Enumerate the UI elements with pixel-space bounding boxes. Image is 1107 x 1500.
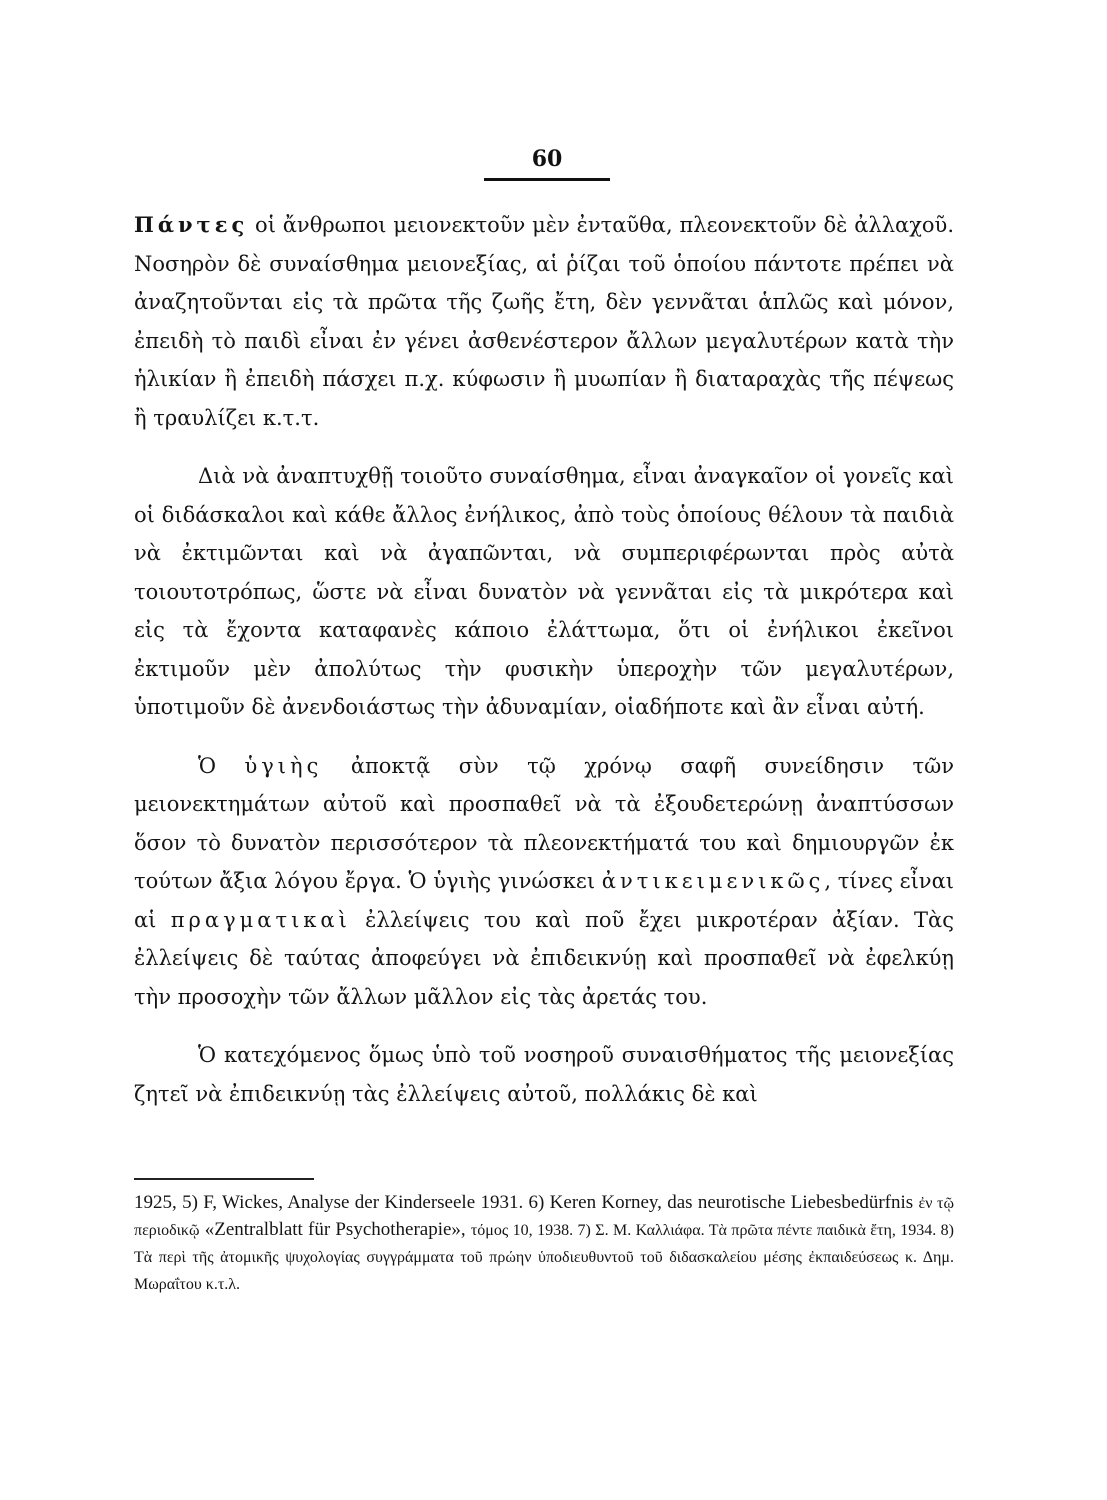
footnote-part-2: ἐν τῷ περιοδικῷ [134, 1195, 955, 1239]
footnote-part-4: τόμος 10, 1938. 7) Σ. Μ. Καλλιάφα. Τὰ πρῶτα πέντε παιδικὰ ἔτη, 1934. 8) Τὰ περὶ τῆς ἀτομικῆς ψυχολογίας συγγράμματα τοῦ πρώην ὑποδιευθυντοῦ τοῦ διδασκαλείου μέσης ἐκπαιδεύσεως κ. Δημ. Μωραΐτου κ.τ.λ. [134, 1222, 955, 1293]
paragraph-3-pre: Ὁ [198, 753, 245, 778]
paragraph-1 [134, 206, 954, 437]
paragraph-3-rest: ἐλλείψεις του καὶ ποῦ ἔχει μικροτέραν ἀξίαν. Τὰς ἐλλείψεις δὲ ταύτας ἀποφεύγει νὰ ἐπιδεικνύῃ καὶ προσπαθεῖ νὰ ἐφελκύῃ τὴν προσοχὴν τῶν ἄλλων μᾶλλον εἰς τὰς ἀρετάς του. [134, 907, 954, 1009]
paragraph-1-lead: Πάντες [134, 212, 249, 237]
footnotes [134, 1190, 954, 1298]
paragraph-3-spaced2: πραγματικαὶ [170, 907, 351, 932]
paragraph-2: Διὰ νὰ ἀναπτυχθῇ τοιοῦτο συναίσθημα, εἶναι ἀναγκαῖον οἱ γονεῖς καὶ οἱ διδάσκαλοι καὶ κάθε ἄλλος ἐνήλικος, ἀπὸ τοὺς ὁποίους θέλουν τὰ παιδιὰ νὰ ἐκτιμῶνται καὶ νὰ ἀγαπῶνται, νὰ συμπεριφέρωνται πρὸς αὐτὰ τοιουτοτρόπως, ὥστε νὰ εἶναι δυνατὸν νὰ γεννᾶται εἰς τὰ μικρότερα καὶ εἰς τὰ ἔχοντα καταφανὲς κάποιο ἐλάττωμα, ὅτι οἱ ἐνήλικοι ἐκεῖνοι ἐκτιμοῦν μὲν ἀπολύτως τὴν φυσικὴν ὑπεροχὴν τῶν μεγαλυτέρων, ὑποτιμοῦν δὲ ἀνενδοιάστως τὴν ἀδυναμίαν, οἱαδήποτε καὶ ἂν εἶναι αὐτή. [134, 464, 954, 719]
page-number-rule [484, 178, 610, 181]
paragraph-3-spaced1: ἀντικειμενικῶς [601, 869, 825, 893]
body-text [134, 206, 954, 1133]
page-number: 60 [531, 146, 563, 172]
footnote-rule [134, 1178, 314, 1180]
paragraph-3 [134, 747, 954, 1017]
paragraph-3-lead: ὑγιὴς [244, 753, 323, 778]
footnote-part-1: 1925, 5) F, Wickes, Analyse der Kinderseele 1931. 6) Keren Korney, das neurotische Liebesbedürfnis [134, 1192, 919, 1213]
paragraph-1-rest: οἱ ἄνθρωποι μειονεκτοῦν μὲν ἐνταῦθα, πλεονεκτοῦν δὲ ἀλλαχοῦ. Νοσηρὸν δὲ συναίσθημα μειονεξίας, αἱ ῥίζαι τοῦ ὁποίου πάντοτε πρέπει νὰ ἀναζητοῦνται εἰς τὰ πρῶτα τῆς ζωῆς ἔτη, δὲν γεννᾶται ἁπλῶς καὶ μόνον, ἐπειδὴ τὸ παιδὶ εἶναι ἐν γένει ἀσθενέστερον ἄλλων μεγαλυτέρων κατὰ τὴν ἡλικίαν ἢ ἐπειδὴ πάσχει π.χ. κύφωσιν ἢ μυωπίαν ἢ διαταραχὰς τῆς πέψεως ἢ τραυλίζει κ.τ.τ. [134, 213, 954, 430]
paragraph-4: Ὁ κατεχόμενος ὅμως ὑπὸ τοῦ νοσηροῦ συναισθήματος τῆς μειονεξίας ζητεῖ νὰ ἐπιδεικνύῃ τὰς ἐλλείψεις αὐτοῦ, πολλάκις δὲ καὶ [134, 1043, 954, 1106]
paragraph-3-mid1: ἀποκτᾷ σὺν τῷ χρόνῳ σαφῆ συνείδησιν τῶν μειονεκτημάτων αὐτοῦ καὶ προσπαθεῖ νὰ τὰ ἐξουδετερώνῃ ἀναπτύσσων ὅσον τὸ δυνατὸν περισσότερον τὰ πλεονεκτήματά του καὶ δημιουργῶν ἐκ τούτων ἄξια λόγου ἔργα. Ὁ ὑγιὴς γινώσκει [134, 753, 954, 893]
footnote-part-3: «Zentralblatt für Psychotherapie», [199, 1219, 471, 1240]
paragraph-3-mid2: , τίνες εἶναι αἱ [134, 869, 954, 932]
